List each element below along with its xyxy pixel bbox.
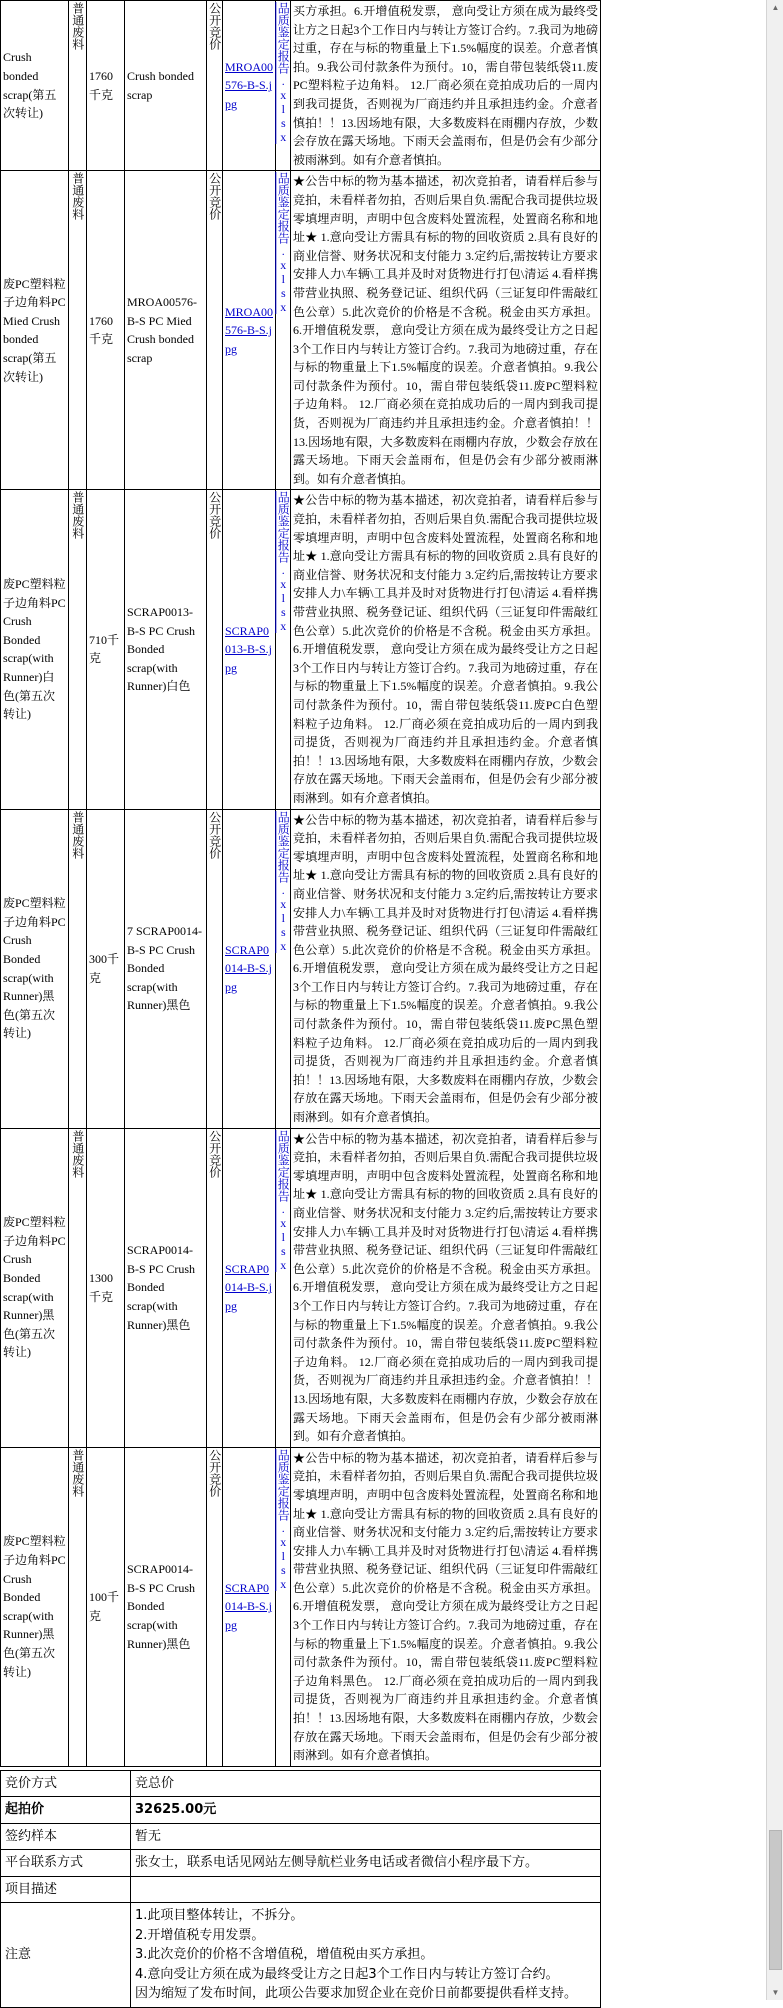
item-quality-report-link[interactable]: 品质鉴定报告.xlsx — [276, 2, 291, 144]
item-bid-mode-cell: 公开竞价 — [207, 1128, 223, 1447]
quantity-unit: 千克 — [89, 951, 120, 985]
notice-line: 3.此次竞价的价格不含增值税，增值税由买方承担。 — [135, 1947, 434, 1963]
platform-contact-value: 张女士，联系电话见网站左侧导航栏业务电话或者微信小程序最下方。 — [131, 1850, 601, 1877]
item-quality-report-link[interactable]: 品质鉴定报告.xlsx — [276, 172, 291, 315]
table-row — [1, 1, 601, 171]
item-bid-mode-cell: 公开竞价 — [207, 1, 223, 171]
item-description-cell: ★公告中标的物为基本描述，初次竞拍者，请看样后参与竞拍，未看样者勿拍，否则后果自负.需配合我司提供垃圾零填埋声明，声明中包含废料处置流程，处置商名称和地址★ 1.意向受让方需具有标的物的回收资质 2.具有良好的商业信誉、财务状况和支付能力 3.定约后,需按转让方要求安排人力\车辆\工具并及时对货物进行打包\清运 4.看样携带营业执照、税务登记证、组织代码（三证复印件需敲红色公章）5.此次竞价的价格是不含税。税金由买方承担。6.开增值税发票， 意向受让方须在成为最终受让方之日起3个工作日内与转让方签订合约。7.我司为地磅过重，存在与标的物重量上下1.5%幅度的误差。介意者慎拍。9.我公司付款条件为预付。10，需自带包装纸袋11.废PC塑料粒子边角料。 12.厂商必须在竞拍成功后的一周内到我司提货，否则视为厂商违约并且承担违约金。介意者慎拍！！13.因场地有限，大多数废料在雨棚内存放，少数会存放在露天场地。下雨天会盖雨布，但是仍会有少部分被雨淋到。如有介意者慎拍。 — [291, 1128, 601, 1447]
scrollbar-up-arrow-icon[interactable]: ▲ — [768, 0, 783, 15]
table-row — [1, 1797, 601, 1824]
item-quality-report-link[interactable]: 品质鉴定报告.xlsx — [276, 810, 291, 953]
notice-line: 因为缩短了发布时间，此项公告要求加贸企业在竞价日前都要提供看样支持。 — [135, 1986, 578, 2002]
item-bid-mode-cell: 公开竞价 — [207, 809, 223, 1128]
item-spec-cell: Crush bonded scrap — [125, 1, 207, 171]
item-spec-cell: SCRAP0014-B-S PC Crush Bonded scrap(with Runner)黑色 — [125, 1128, 207, 1447]
item-spec-cell: MROA00576-B-S PC Mied Crush bonded scrap — [125, 171, 207, 490]
item-quantity-cell — [87, 171, 125, 490]
item-description-cell: ★公告中标的物为基本描述，初次竞拍者，请看样后参与竞拍，未看样者勿拍，否则后果自负.需配合我司提供垃圾零填埋声明，声明中包含废料处置流程，处置商名称和地址★ 1.意向受让方需具有标的物的回收资质 2.具有良好的商业信誉、财务状况和支付能力 3.定约后,需按转让方要求安排人力\车辆\工具并及时对货物进行打包\清运 4.看样携带营业执照、税务登记证、组织代码（三证复印件需敲红色公章）5.此次竞价的价格是不含税。税金由买方承担。6.开增值税发票， 意向受让方须在成为最终受让方之日起3个工作日内与转让方签订合约。7.我司为地磅过重，存在与标的物重量上下1.5%幅度的误差。介意者慎拍。9.我公司付款条件为预付。10，需自带包装纸袋11.废PC塑料粒子边角料。 12.厂商必须在竞拍成功后的一周内到我司提货，否则视为厂商违约并且承担违约金。介意者慎拍！！13.因场地有限，大多数废料在雨棚内存放，少数会存放在露天场地。下雨天会盖雨布，但是仍会有少部分被雨淋到。如有介意者慎拍。 — [291, 171, 601, 490]
item-report-cell — [276, 1447, 291, 1766]
bid-method-value: 竞总价 — [131, 1770, 601, 1797]
item-quality-report-link[interactable]: 品质鉴定报告.xlsx — [276, 1448, 291, 1591]
table-row — [1, 171, 601, 490]
item-spec-cell: SCRAP0013-B-S PC Crush Bonded scrap(with Runner)白色 — [125, 490, 207, 809]
auction-summary-table — [0, 1770, 601, 2008]
quantity-value: 710 — [89, 632, 107, 647]
item-quality-report-link[interactable]: 品质鉴定报告.xlsx — [276, 1129, 291, 1272]
item-picture-cell — [223, 1, 276, 171]
item-name-cell: 废PC塑料粒子边角料PC Crush Bonded scrap(with Runner)白色(第五次转让) — [1, 490, 69, 809]
notice-line: 4.意向受让方须在成为最终受让方之日起3个工作日内与转让方签订合约。 — [135, 1966, 559, 1982]
item-name-cell: 废PC塑料粒子边角料PC Crush Bonded scrap(with Runner)黑色(第五次转让) — [1, 1128, 69, 1447]
item-name-cell: 废PC塑料粒子边角料PC Mied Crush bonded scrap(第五次转让) — [1, 171, 69, 490]
item-description-cell: 买方承担。6.开增值税发票， 意向受让方须在成为最终受让方之日起3个工作日内与转让方签订合约。7.我司为地磅过重，存在与标的物重量上下1.5%幅度的误差。介意者慎拍。9.我公司付款条件为预付。10，需自带包装纸袋11.废PC塑料粒子边角料。 12.厂商必须在竞拍成功后的一周内到我司提货，否则视为厂商违约并且承担违约金。介意者慎拍！！13.因场地有限，大多数废料在雨棚内存放，少数会存放在露天场地。下雨天会盖雨布，但是仍会有少部分被雨淋到。如有介意者慎拍。 — [291, 1, 601, 171]
contract-sample-label: 签约样本 — [1, 1823, 131, 1850]
table-row — [1, 1128, 601, 1447]
table-row — [1, 1876, 601, 1903]
quantity-value: 1760 — [89, 313, 113, 328]
item-quantity-cell — [87, 809, 125, 1128]
quantity-unit: 千克 — [89, 332, 114, 347]
item-picture-link[interactable]: SCRAP0014-B-S.jpg — [225, 1261, 273, 1313]
start-price-value: 32625.00元 — [131, 1797, 601, 1824]
table-row — [1, 1903, 601, 2008]
item-picture-link[interactable]: MROA00576-B-S.jpg — [225, 59, 274, 111]
item-picture-cell — [223, 1128, 276, 1447]
item-picture-link[interactable]: SCRAP0014-B-S.jpg — [225, 942, 273, 994]
item-picture-cell — [223, 171, 276, 490]
item-picture-link[interactable]: SCRAP0013-B-S.jpg — [225, 623, 273, 675]
notice-value — [131, 1903, 601, 2008]
item-bid-mode-cell: 公开竞价 — [207, 171, 223, 490]
item-type-cell: 普通废料 — [69, 1128, 87, 1447]
item-report-cell — [276, 171, 291, 490]
item-quantity-cell — [87, 1128, 125, 1447]
bid-method-label: 竞价方式 — [1, 1770, 131, 1797]
item-quantity-cell — [87, 1447, 125, 1766]
item-report-cell — [276, 1, 291, 171]
item-report-cell — [276, 490, 291, 809]
table-row — [1, 490, 601, 809]
item-description-cell: ★公告中标的物为基本描述，初次竞拍者，请看样后参与竞拍，未看样者勿拍，否则后果自负.需配合我司提供垃圾零填埋声明，声明中包含废料处置流程，处置商名称和地址★ 1.意向受让方需具有标的物的回收资质 2.具有良好的商业信誉、财务状况和支付能力 3.定约后,需按转让方要求安排人力\车辆\工具并及时对货物进行打包\清运 4.看样携带营业执照、税务登记证、组织代码（三证复印件需敲红色公章）5.此次竞价的价格是不含税。税金由买方承担。6.开增值税发票， 意向受让方须在成为最终受让方之日起3个工作日内与转让方签订合约。7.我司为地磅过重，存在与标的物重量上下1.5%幅度的误差。介意者慎拍。9.我公司付款条件为预付。10，需自带包装纸袋11.废PC白色塑料粒子边角料。 12.厂商必须在竞拍成功后的一周内到我司提货，否则视为厂商违约并且承担违约金。介意者慎拍！！13.因场地有限，大多数废料在雨棚内存放，少数会存放在露天场地。下雨天会盖雨布，但是仍会有少部分被雨淋到。如有介意者慎拍。 — [291, 490, 601, 809]
quantity-value: 300 — [89, 951, 107, 966]
table-row — [1, 1823, 601, 1850]
item-type-cell: 普通废料 — [69, 809, 87, 1128]
item-spec-cell: SCRAP0014-B-S PC Crush Bonded scrap(with Runner)黑色 — [125, 1447, 207, 1766]
item-quantity-cell — [87, 1, 125, 171]
quantity-value: 1300 — [89, 1271, 113, 1286]
item-type-cell: 普通废料 — [69, 1447, 87, 1766]
notice-label: 注意 — [1, 1903, 131, 2008]
item-description-cell: ★公告中标的物为基本描述，初次竞拍者，请看样后参与竞拍，未看样者勿拍，否则后果自负.需配合我司提供垃圾零填埋声明，声明中包含废料处置流程，处置商名称和地址★ 1.意向受让方需具有标的物的回收资质 2.具有良好的商业信誉、财务状况和支付能力 3.定约后,需按转让方要求安排人力\车辆\工具并及时对货物进行打包\清运 4.看样携带营业执照、税务登记证、组织代码（三证复印件需敲红色公章）5.此次竞价的价格是不含税。税金由买方承担。6.开增值税发票， 意向受让方须在成为最终受让方之日起3个工作日内与转让方签订合约。7.我司为地磅过重，存在与标的物重量上下1.5%幅度的误差。介意者慎拍。9.我公司付款条件为预付。10，需自带包装纸袋11.废PC黑色塑料粒子边角料。 12.厂商必须在竞拍成功后的一周内到我司提货，否则视为厂商违约并且承担违约金。介意者慎拍！！13.因场地有限，大多数废料在雨棚内存放，少数会存放在露天场地。下雨天会盖雨布，但是仍会有少部分被雨淋到。如有介意者慎拍。 — [291, 809, 601, 1128]
item-picture-cell — [223, 809, 276, 1128]
quantity-value: 1760 — [89, 69, 113, 84]
platform-contact-label: 平台联系方式 — [1, 1850, 131, 1877]
item-description-cell: ★公告中标的物为基本描述，初次竞拍者，请看样后参与竞拍，未看样者勿拍，否则后果自负.需配合我司提供垃圾零填埋声明，声明中包含废料处置流程，处置商名称和地址★ 1.意向受让方需具有标的物的回收资质 2.具有良好的商业信誉、财务状况和支付能力 3.定约后,需按转让方要求安排人力\车辆\工具并及时对货物进行打包\清运 4.看样携带营业执照、税务登记证、组织代码（三证复印件需敲红色公章）5.此次竞价的价格是不含税。税金由买方承担。6.开增值税发票， 意向受让方须在成为最终受让方之日起3个工作日内与转让方签订合约。7.我司为地磅过重，存在与标的物重量上下1.5%幅度的误差。介意者慎拍。9.我公司付款条件为预付。10，需自带包装纸袋11.废PC塑料粒子边角料黑色。 12.厂商必须在竞拍成功后的一周内到我司提货，否则视为厂商违约并且承担违约金。介意者慎拍！！13.因场地有限，大多数废料在雨棚内存放，少数会存放在露天场地。下雨天会盖雨布，但是仍会有少部分被雨淋到。如有介意者慎拍。 — [291, 1447, 601, 1766]
item-picture-cell — [223, 490, 276, 809]
scrollbar-thumb[interactable] — [769, 1830, 782, 1970]
item-type-cell: 普通废料 — [69, 1, 87, 171]
item-bid-mode-cell: 公开竞价 — [207, 1447, 223, 1766]
table-row — [1, 1770, 601, 1797]
project-description-label: 项目描述 — [1, 1876, 131, 1903]
item-quality-report-link[interactable]: 品质鉴定报告.xlsx — [276, 491, 291, 634]
item-name-cell: Crush bonded scrap(第五次转让) — [1, 1, 69, 171]
table-row — [1, 809, 601, 1128]
contract-sample-value: 暂无 — [131, 1823, 601, 1850]
item-type-cell: 普通废料 — [69, 171, 87, 490]
item-picture-link[interactable]: MROA00576-B-S.jpg — [225, 304, 274, 356]
item-type-cell: 普通废料 — [69, 490, 87, 809]
table-row — [1, 1447, 601, 1766]
item-report-cell — [276, 809, 291, 1128]
item-bid-mode-cell: 公开竞价 — [207, 490, 223, 809]
quantity-unit: 千克 — [89, 87, 114, 102]
notice-line: 2.开增值税专用发票。 — [135, 1927, 265, 1943]
project-description-value — [131, 1876, 601, 1903]
scrollbar-down-arrow-icon[interactable]: ▼ — [768, 1985, 783, 2000]
item-picture-link[interactable]: SCRAP0014-B-S.jpg — [225, 1580, 273, 1633]
item-name-cell: 废PC塑料粒子边角料PC Crush Bonded scrap(with Runner)黑色(第五次转让) — [1, 809, 69, 1128]
quantity-unit: 千克 — [89, 1590, 120, 1623]
item-picture-cell — [223, 1447, 276, 1766]
table-row — [1, 1850, 601, 1877]
quantity-unit: 千克 — [89, 1289, 114, 1304]
quantity-unit: 千克 — [89, 632, 120, 666]
notice-line: 1.此项目整体转让，不拆分。 — [135, 1908, 304, 1924]
item-quantity-cell — [87, 490, 125, 809]
page-scrollbar[interactable] — [766, 0, 783, 2000]
quantity-value: 100 — [89, 1590, 107, 1605]
item-name-cell: 废PC塑料粒子边角料PC Crush Bonded scrap(with Runner)黑色(第五次转让) — [1, 1447, 69, 1766]
item-spec-cell: 7 SCRAP0014-B-S PC Crush Bonded scrap(with Runner)黑色 — [125, 809, 207, 1128]
start-price-label: 起拍价 — [1, 1797, 131, 1824]
item-report-cell — [276, 1128, 291, 1447]
